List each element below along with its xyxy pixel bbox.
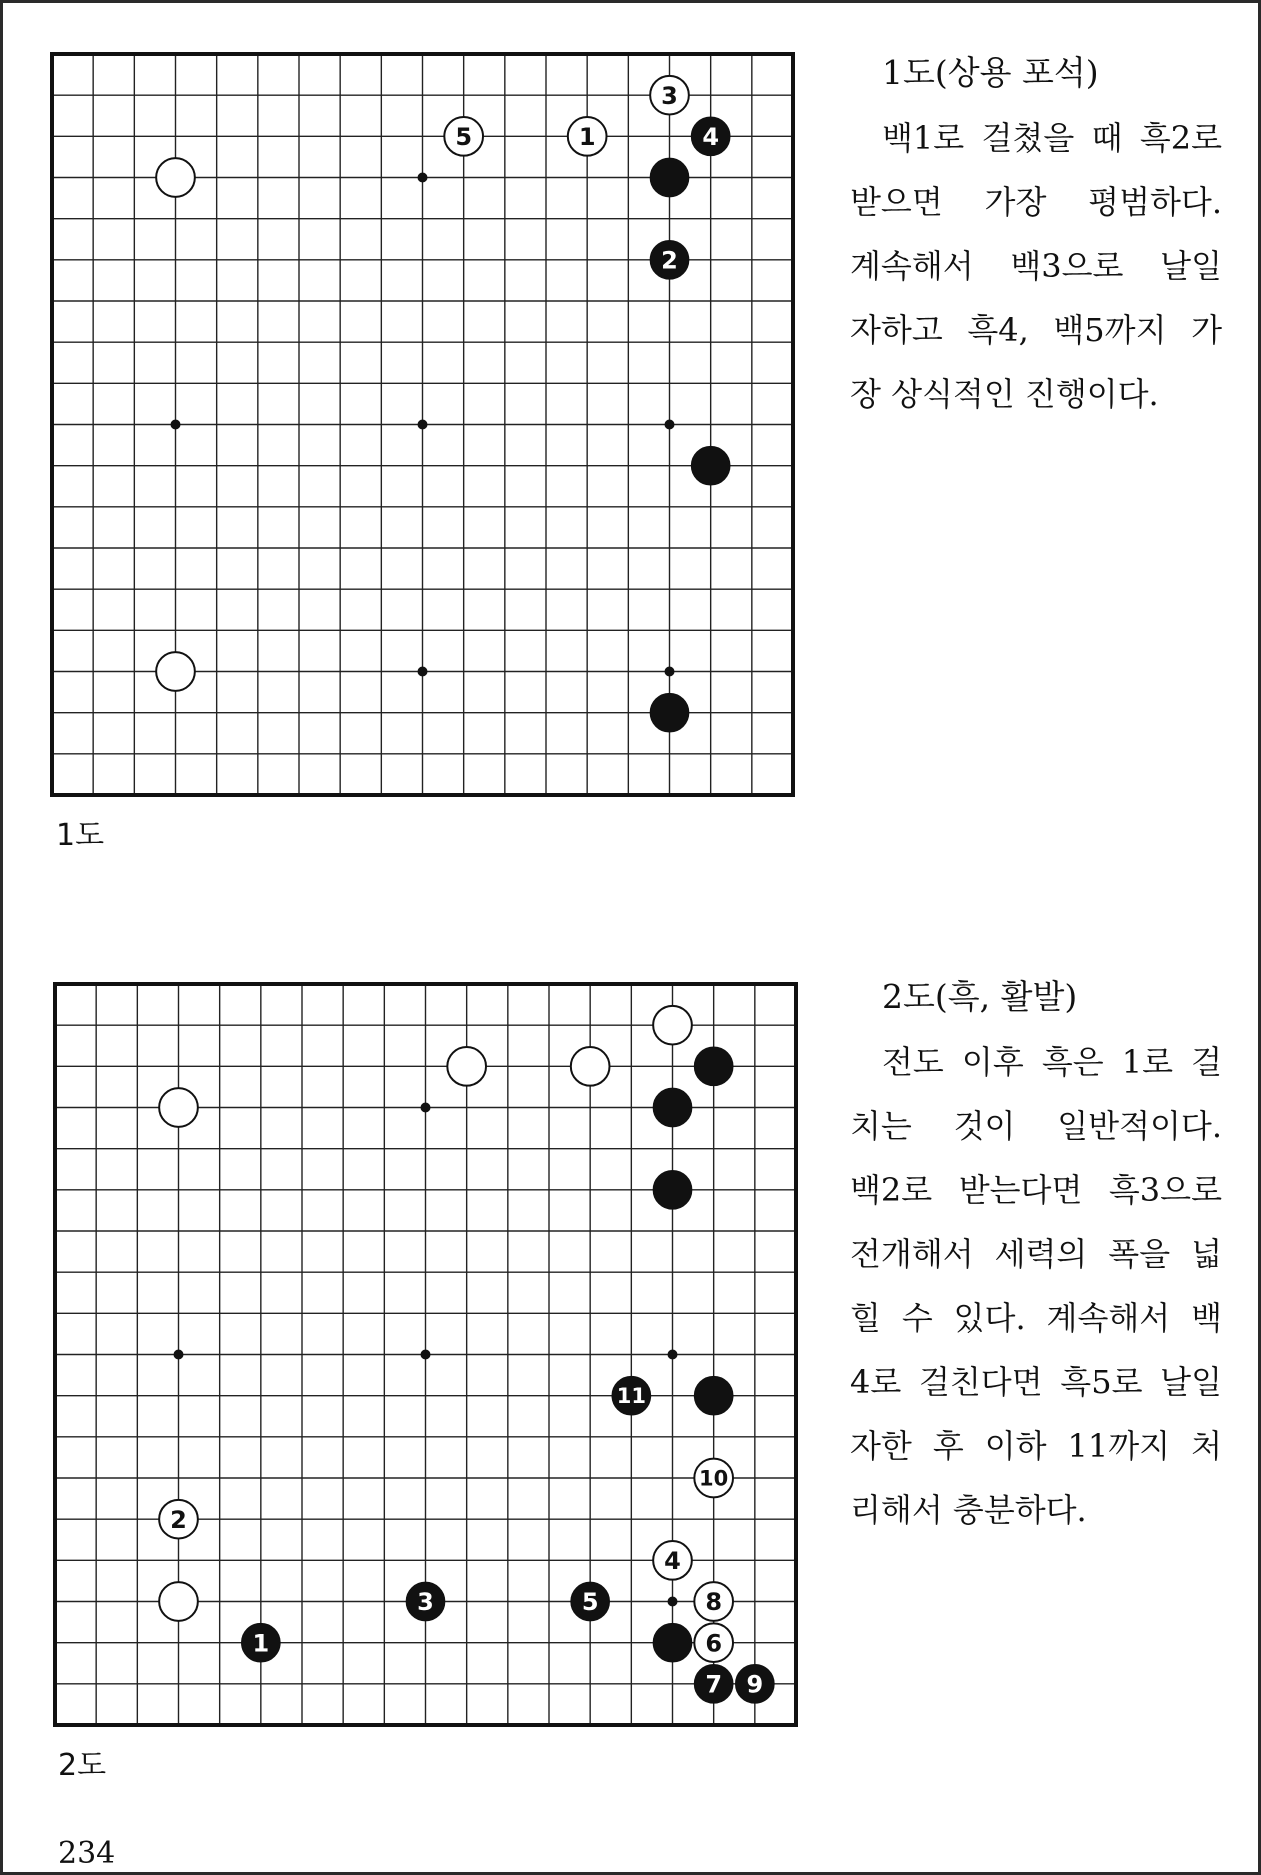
go-board-svg-1	[50, 52, 795, 797]
stone-move-number: 7	[705, 1670, 723, 1699]
stone-move-number: 9	[746, 1670, 764, 1699]
black-stone	[653, 1623, 692, 1662]
go-board-svg-2	[53, 982, 798, 1727]
commentary-line: 4로 걸친다면 흑5로 날일	[850, 1363, 1222, 1401]
stone-move-number: 1	[578, 122, 596, 151]
black-stone	[694, 1376, 733, 1415]
star-point	[418, 173, 428, 183]
star-point	[665, 667, 675, 677]
star-point	[421, 1350, 431, 1360]
star-point	[665, 420, 675, 430]
commentary-line: 전도 이후 흑은 1로 걸	[882, 1043, 1222, 1081]
commentary-1	[850, 48, 1222, 426]
black-stone	[653, 1088, 692, 1127]
white-stone	[447, 1047, 486, 1086]
stone-move-number: 4	[664, 1546, 681, 1575]
stone-move-number: 3	[661, 81, 678, 110]
page-number: 234	[58, 1836, 116, 1871]
commentary-body-2	[850, 1030, 1222, 1542]
star-point	[418, 667, 428, 677]
stone-move-number: 5	[455, 122, 473, 151]
white-stone	[156, 158, 195, 197]
diagram-caption-1: 1도	[56, 818, 105, 853]
white-stone	[159, 1088, 198, 1127]
commentary-line: 백2로 받는다면 흑3으로	[850, 1171, 1222, 1209]
stone-move-number: 10	[699, 1466, 729, 1491]
star-point	[668, 1597, 678, 1607]
star-point	[171, 420, 181, 430]
star-point	[174, 1350, 184, 1360]
black-stone	[650, 158, 689, 197]
stone-move-number: 4	[702, 122, 720, 151]
go-board-diagram-2	[53, 982, 798, 1727]
commentary-line: 장 상식적인 진행이다.	[850, 375, 1159, 413]
white-stone	[571, 1047, 610, 1086]
black-stone	[691, 446, 730, 485]
commentary-title-1: 1도(상용 포석)	[882, 53, 1099, 92]
commentary-line: 백1로 걸쳤을 때 흑2로	[882, 119, 1222, 157]
commentary-line: 계속해서 백3으로 날일	[850, 247, 1222, 285]
stone-move-number: 2	[661, 246, 678, 275]
commentary-body-1	[850, 106, 1222, 426]
diagram-caption-2: 2도	[58, 1748, 107, 1783]
black-stone	[694, 1047, 733, 1086]
black-stone	[653, 1170, 692, 1209]
stone-move-number: 11	[616, 1384, 646, 1409]
commentary-line: 자하고 흑4, 백5까지 가	[850, 311, 1222, 349]
commentary-title-2: 2도(흑, 활발)	[882, 977, 1078, 1016]
commentary-line: 힐 수 있다. 계속해서 백	[850, 1299, 1222, 1337]
stone-move-number: 5	[581, 1588, 599, 1617]
commentary-line: 리해서 충분하다.	[850, 1491, 1087, 1529]
star-point	[668, 1350, 678, 1360]
white-stone	[156, 652, 195, 691]
commentary-line: 전개해서 세력의 폭을 넓	[850, 1235, 1222, 1273]
commentary-line: 치는 것이 일반적이다.	[850, 1107, 1222, 1145]
go-board-diagram-1	[50, 52, 795, 797]
commentary-line: 자한 후 이하 11까지 처	[850, 1427, 1222, 1465]
star-point	[421, 1103, 431, 1113]
stone-move-number: 8	[705, 1588, 723, 1617]
white-stone	[653, 1006, 692, 1045]
commentary-line: 받으면 가장 평범하다.	[850, 183, 1222, 221]
black-stone	[650, 693, 689, 732]
star-point	[418, 420, 428, 430]
stone-move-number: 1	[252, 1629, 270, 1658]
stone-move-number: 2	[170, 1505, 187, 1534]
stone-move-number: 3	[417, 1588, 434, 1617]
commentary-2	[850, 972, 1222, 1542]
white-stone	[159, 1582, 198, 1621]
stone-move-number: 6	[705, 1629, 723, 1658]
